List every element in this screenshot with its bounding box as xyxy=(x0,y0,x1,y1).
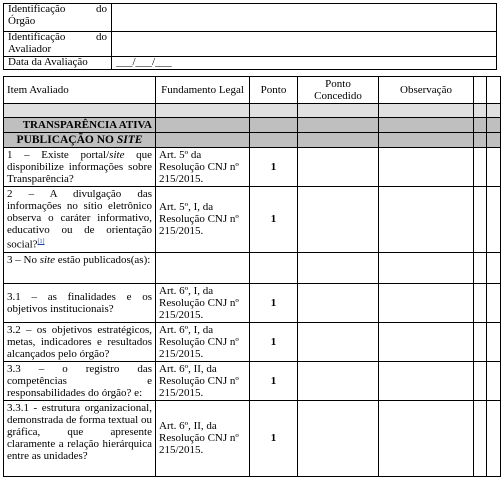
table-row xyxy=(4,283,501,322)
orgao-label-word3: Órgão xyxy=(8,14,36,27)
ponto-cell: 1 xyxy=(250,283,298,322)
table-row xyxy=(4,148,501,187)
ponto-cell: 1 xyxy=(250,187,298,253)
avaliador-label-word3: Avaliador xyxy=(8,42,52,55)
fundamento-cell: Art. 6º, I, da Resolução CNJ nº 215/2015. xyxy=(156,322,250,361)
avaliador-label-word1: Identificação xyxy=(8,31,66,43)
item-cell: 3.1 – as finalidades e os objetivos institucionais? xyxy=(4,283,156,322)
table-header-row xyxy=(4,77,501,104)
concedido-cell[interactable] xyxy=(298,400,379,476)
header-fundamento: Fundamento Legal xyxy=(156,77,250,104)
concedido-cell[interactable] xyxy=(298,322,379,361)
ponto-cell: 1 xyxy=(250,148,298,187)
item-cell: 2 – A divulgação das informações no sítio eletrônico observa o caráter informativo, educativo ou de orientação social?[1] xyxy=(4,187,156,253)
section-row xyxy=(4,118,501,133)
concedido-cell[interactable] xyxy=(298,252,379,283)
observacao-cell[interactable] xyxy=(379,148,474,187)
data-value: ___/___/___ xyxy=(116,56,172,68)
item-cell: 3.2 – os objetivos estratégicos, metas, indicadores e resultados alcançados pelo órgão? xyxy=(4,322,156,361)
header-concedido: Ponto Concedido xyxy=(298,77,379,104)
subsection-italic: SITE xyxy=(116,134,143,146)
table-row xyxy=(4,252,501,283)
avaliador-label xyxy=(4,32,112,57)
concedido-cell[interactable] xyxy=(298,187,379,253)
ponto-cell: 1 xyxy=(250,322,298,361)
data-field[interactable] xyxy=(112,57,497,70)
subsection-row xyxy=(4,133,501,148)
fundamento-cell: Art. 6º, II, da Resolução CNJ nº 215/2015. xyxy=(156,400,250,476)
fundamento-cell: Art. 5º da Resolução CNJ nº 215/2015. xyxy=(156,148,250,187)
observacao-cell[interactable] xyxy=(379,400,474,476)
orgao-label-word2: do xyxy=(96,3,107,15)
observacao-cell[interactable] xyxy=(379,252,474,283)
ponto-cell xyxy=(250,252,298,283)
observacao-cell[interactable] xyxy=(379,361,474,400)
section-title: TRANSPARÊNCIA ATIVA xyxy=(4,118,156,133)
orgao-label-word1: Identificação xyxy=(8,3,66,15)
fundamento-cell: Art. 6º, I, da Resolução CNJ nº 215/2015. xyxy=(156,283,250,322)
ponto-cell: 1 xyxy=(250,361,298,400)
orgao-label xyxy=(4,4,112,32)
orgao-field[interactable] xyxy=(112,4,497,32)
data-label: Data da Avaliação xyxy=(4,57,112,70)
header-info-table xyxy=(3,3,497,70)
ponto-cell: 1 xyxy=(250,400,298,476)
item-cell: 3.3.1 - estrutura organizacional, demonstrada de forma textual ou gráfica, que apresente claramente a relação hierárquica entre as unidades? xyxy=(4,400,156,476)
observacao-cell[interactable] xyxy=(379,322,474,361)
table-row xyxy=(4,361,501,400)
header-extra-1 xyxy=(474,77,487,104)
item-cell: 3 – No site estão publicados(as): xyxy=(4,252,156,283)
table-row xyxy=(4,187,501,253)
header-extra-2 xyxy=(487,77,501,104)
header-observacao: Observação xyxy=(379,77,474,104)
item-cell: 3.3 – o registro das competências e responsabilidades do órgão? e: xyxy=(4,361,156,400)
avaliador-field[interactable] xyxy=(112,32,497,57)
fundamento-cell xyxy=(156,252,250,283)
header-item: Item Avaliado xyxy=(4,77,156,104)
evaluation-table xyxy=(3,76,501,477)
concedido-cell[interactable] xyxy=(298,148,379,187)
table-row xyxy=(4,322,501,361)
concedido-cell[interactable] xyxy=(298,361,379,400)
avaliador-label-word2: do xyxy=(96,31,107,43)
table-row xyxy=(4,400,501,476)
item-cell: 1 – Existe portal/site que disponibilize informações sobre Transparência? xyxy=(4,148,156,187)
subsection-prefix: PUBLICAÇÃO NO xyxy=(16,134,117,146)
concedido-cell[interactable] xyxy=(298,283,379,322)
observacao-cell[interactable] xyxy=(379,187,474,253)
fundamento-cell: Art. 5º, I, da Resolução CNJ nº 215/2015. xyxy=(156,187,250,253)
fundamento-cell: Art. 6º, II, da Resolução CNJ nº 215/2015. xyxy=(156,361,250,400)
observacao-cell[interactable] xyxy=(379,283,474,322)
footnote-link[interactable]: [1] xyxy=(37,239,45,245)
header-ponto: Ponto xyxy=(250,77,298,104)
spacer-row xyxy=(4,104,501,118)
subsection-title xyxy=(4,133,156,148)
